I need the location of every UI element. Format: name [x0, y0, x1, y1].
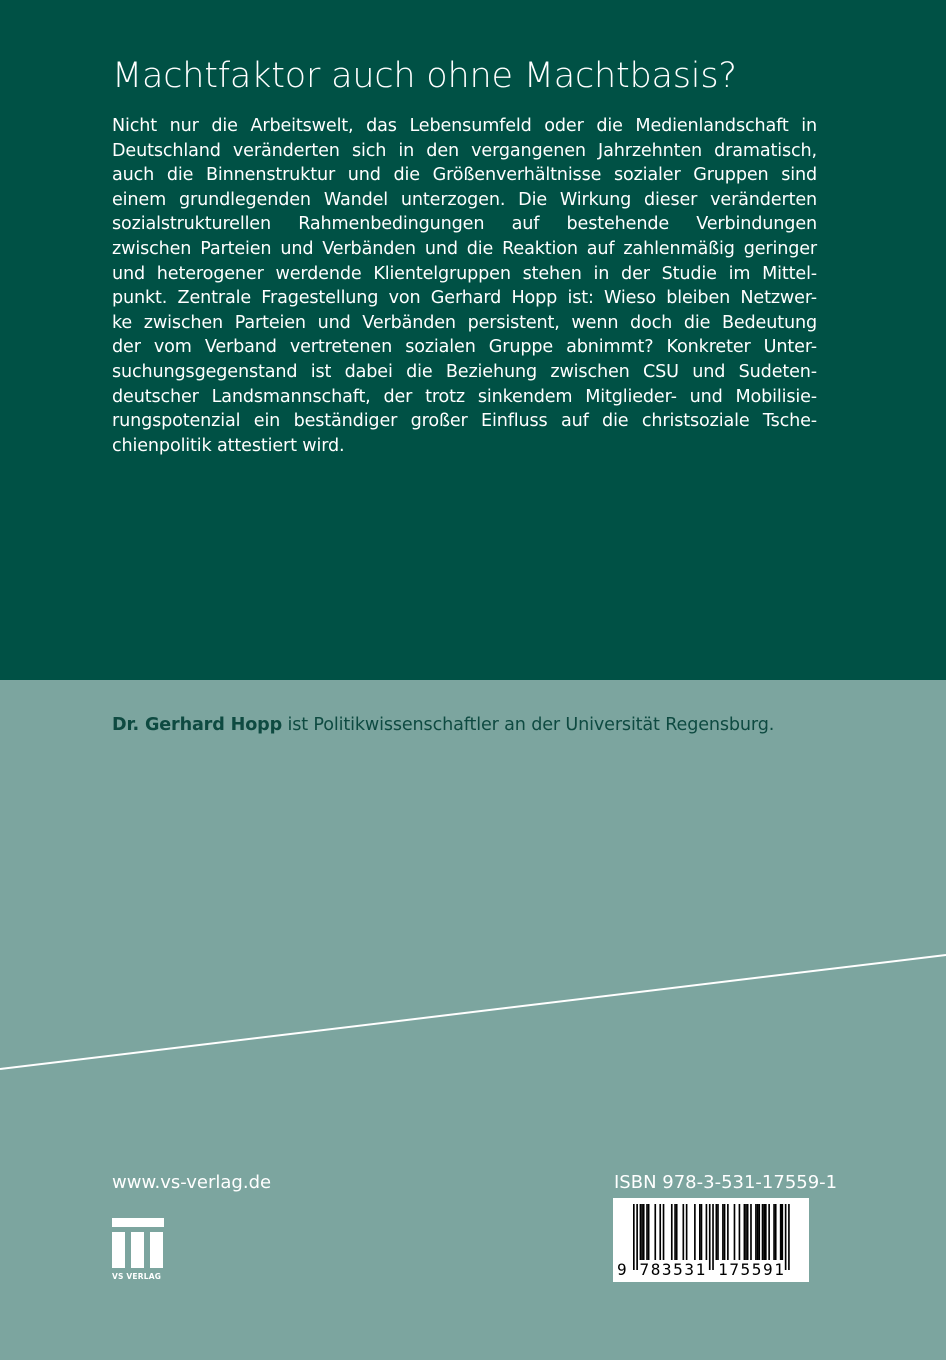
barcode-bar — [747, 1204, 749, 1260]
blurb-line: Nicht nur die Arbeitswelt, das Lebensumfeld oder die Medienlandschaft in — [112, 116, 817, 136]
barcode-bar — [683, 1204, 685, 1260]
blurb-line: auch die Binnenstruktur und die Größenverhältnisse sozialer Gruppen sind — [112, 165, 817, 186]
barcode-bar — [676, 1204, 678, 1260]
barcode-bar — [659, 1204, 661, 1260]
barcode-bar — [654, 1204, 656, 1260]
back-cover-title: Machtfaktor auch ohne Machtbasis? — [112, 56, 737, 96]
barcode-bar — [755, 1204, 757, 1260]
barcode-bar — [768, 1204, 770, 1260]
barcode-bar — [722, 1204, 724, 1260]
barcode-bar — [699, 1204, 701, 1260]
vs-verlag-logo-icon — [112, 1218, 166, 1284]
barcode-bar — [757, 1204, 759, 1260]
author-description: ist Politikwissenschaftler an der Universität Regensburg. — [282, 715, 775, 735]
blurb-line: chienpolitik attestiert wird. — [112, 435, 345, 456]
barcode-bar — [724, 1204, 726, 1260]
barcode-bar — [762, 1204, 764, 1260]
barcode-bar — [773, 1204, 775, 1260]
barcode-bar — [694, 1204, 696, 1260]
barcode-bar — [671, 1204, 673, 1260]
barcode-bar — [716, 1204, 718, 1260]
barcode-bar — [648, 1204, 650, 1260]
barcode-bar — [750, 1204, 752, 1260]
blurb-line: ke zwischen Parteien und Verbänden persistent, wenn doch die Bedeutung — [112, 312, 817, 333]
blurb-line: deutscher Landsmannschaft, der trotz sinkendem Mitglieder- und Mobilisie- — [112, 386, 817, 407]
blurb-line: Deutschland veränderten sich in den vergangenen Jahrzehnten dramatisch, — [112, 140, 817, 161]
barcode-bar — [643, 1204, 645, 1260]
blurb-line: der vom Verband vertretenen sozialen Gruppe abnimmt? Konkreter Unter- — [112, 337, 817, 358]
barcode-digits: 9 783531 175591 — [617, 1260, 786, 1279]
blurb-line: zwischen Parteien und Verbänden und die Reaktion auf zahlenmäßig geringer — [112, 238, 817, 259]
isbn-label: ISBN 978-3-531-17559-1 — [614, 1172, 838, 1193]
blurb-line: punkt. Zentrale Fragestellung von Gerhard Hopp ist: Wieso bleiben Netzwer- — [112, 288, 817, 309]
barcode-bar — [706, 1204, 708, 1260]
barcode-bar — [717, 1204, 719, 1260]
barcode-bar — [765, 1204, 767, 1260]
barcode-bar — [734, 1204, 736, 1260]
isbn-barcode — [613, 1198, 809, 1282]
barcode-bar — [663, 1204, 665, 1260]
blurb-line: und heterogener werdende Klientelgruppen stehen in der Studie im Mittel- — [112, 263, 817, 284]
barcode-bar — [646, 1204, 648, 1260]
barcode-bar — [745, 1204, 747, 1260]
blurb-line: rungspotenzial ein beständiger großer Einfluss auf die christsoziale Tsche- — [112, 411, 817, 432]
barcode-bar — [744, 1204, 746, 1260]
barcode-bar — [674, 1204, 676, 1260]
barcode-bar — [775, 1204, 777, 1260]
blurb-line: suchungsgegenstand ist dabei die Beziehung zwischen CSU und Sudeten- — [112, 361, 817, 382]
logo-label: VS VERLAG — [112, 1272, 162, 1281]
barcode-bar — [763, 1204, 765, 1260]
barcode-bar — [640, 1204, 642, 1260]
barcode-bar — [701, 1204, 703, 1260]
barcode-bar — [686, 1204, 688, 1260]
barcode-bar — [782, 1204, 784, 1260]
publisher-url[interactable]: www.vs-verlag.de — [112, 1172, 272, 1193]
barcode-bar — [758, 1204, 760, 1260]
barcode-bar — [727, 1204, 729, 1260]
author-name: Dr. Gerhard Hopp — [112, 715, 283, 735]
blurb-line: einem grundlegenden Wandel unterzogen. Die Wirkung dieser veränderten — [112, 189, 817, 210]
barcode-bar — [641, 1204, 643, 1260]
barcode-bar — [780, 1204, 782, 1260]
blurb-line: sozialstrukturellen Rahmenbedingungen auf bestehende Verbindungen — [112, 214, 817, 235]
author-bio — [112, 715, 774, 735]
barcode-bar — [739, 1204, 741, 1260]
